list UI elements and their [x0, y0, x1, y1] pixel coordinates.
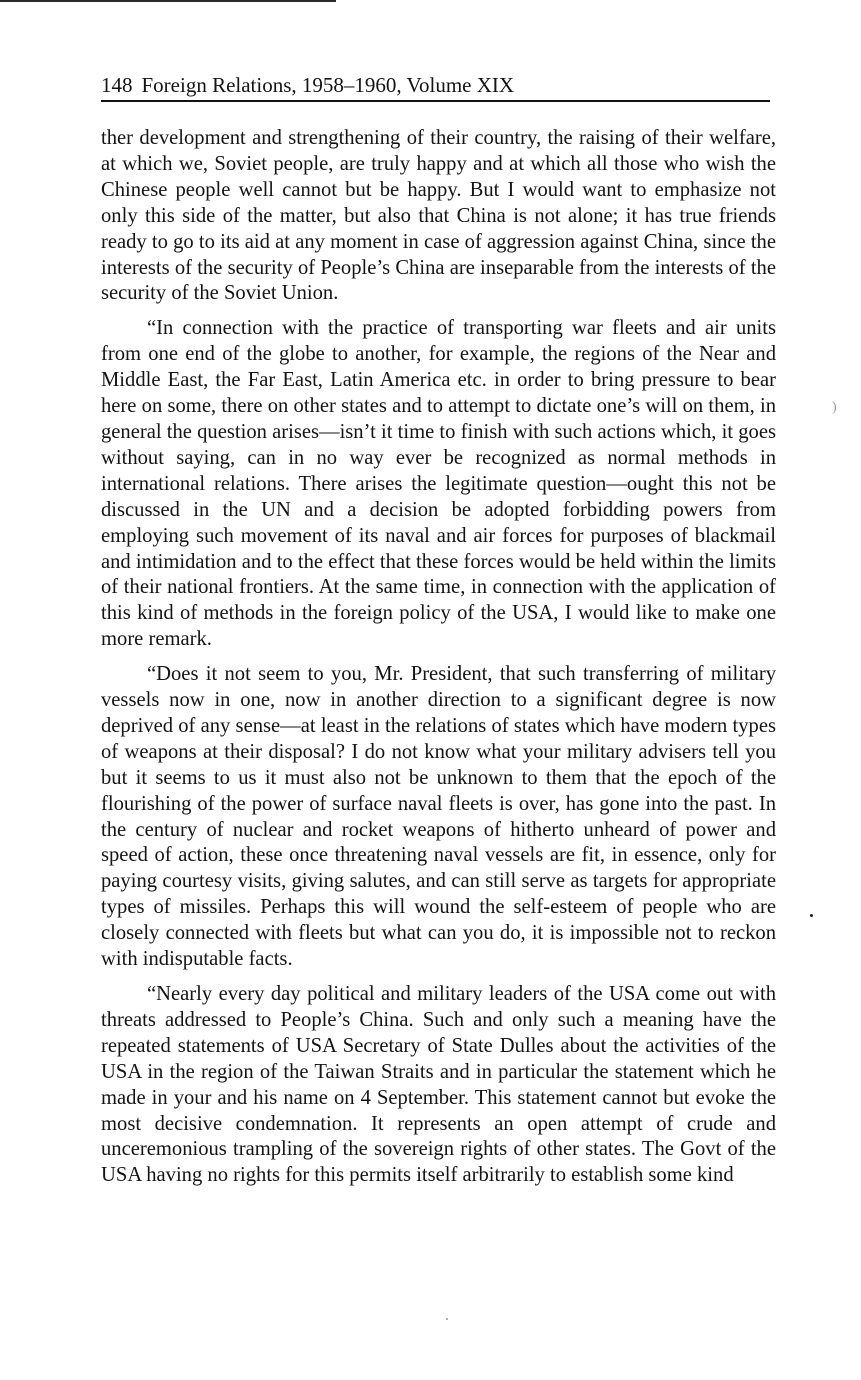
- paragraph-military-vessels: “Does it not seem to you, Mr. President, that such transferring of military vessels now in one, now in another direction to a significant degree is now deprived of any sense—at least in the relations of states which have modern types of weapons at their disposal? I do not know what your military advisers tell you but it seems to us it must also not be unknown to them that the epoch of the flourishing of the power of surface naval fleets is over, has gone into the past. In the century of nuclear and rocket weapons of hitherto unheard of power and speed of action, these once threatening naval vessels are fit, in essence, only for paying courtesy visits, giving salutes, and can still serve as targets for appropriate types of missiles. Perhaps this will wound the self-esteem of people who are closely connected with fleets but what can you do, it is impossible not to reckon with indisputable facts.: [101, 663, 776, 971]
- paragraph-continuation: ther development and strengthening of their country, the raising of their welfare, at which we, Soviet people, are truly happy and at which all those who wish the Chinese people well cannot but be happy. But I would want to emphasize not only this side of the matter, but also that China is not alone; it has true friends ready to go to its aid at any moment in case of aggression against China, since the interests of the security of People’s China are inseparable from the interests of the security of the Soviet Union.: [101, 127, 776, 305]
- page-number: 148: [101, 73, 133, 97]
- paragraph-threats-to-china: “Nearly every day political and military leaders of the USA come out with threats addressed to People’s China. Such and only such a meaning have the repeated statements of USA Secretary of State Dulles about the activities of the USA in the region of the Taiwan Straits and in particular the statement which he made in your and his name on 4 September. This statement cannot but evoke the most decisive condemnation. It represents an open attempt of crude and unceremonious trampling of the sovereign rights of other states. The Govt of the USA having no rights for this permits itself arbitrarily to establish some kind: [101, 983, 776, 1187]
- ink-speck: [446, 1318, 448, 1320]
- running-title: Foreign Relations, 1958–1960, Volume XIX: [141, 73, 515, 97]
- ink-speck: [810, 914, 813, 917]
- margin-pencil-mark: ): [832, 400, 837, 415]
- page-header: [101, 72, 770, 102]
- top-edge-rule: [0, 0, 336, 2]
- body-text: [101, 126, 776, 1198]
- paragraph-war-fleets: “In connection with the practice of transporting war fleets and air units from one end of the globe to another, for example, the regions of the Near and Middle East, the Far East, Latin America etc. in order to bring pressure to bear here on some, there on other states and to attempt to dictate one’s will on them, in general the question arises—isn’t it time to finish with such actions which, it goes without saying, can in no way ever be recognized as normal methods in international relations. There arises the legitimate question—ought this not be discussed in the UN and a decision be adopted forbidding powers from employing such movement of its naval and air forces for purposes of blackmail and intimidation and to the effect that these forces would be held within the limits of their national frontiers. At the same time, in connection with the application of this kind of methods in the foreign policy of the USA, I would like to make one more remark.: [101, 317, 776, 651]
